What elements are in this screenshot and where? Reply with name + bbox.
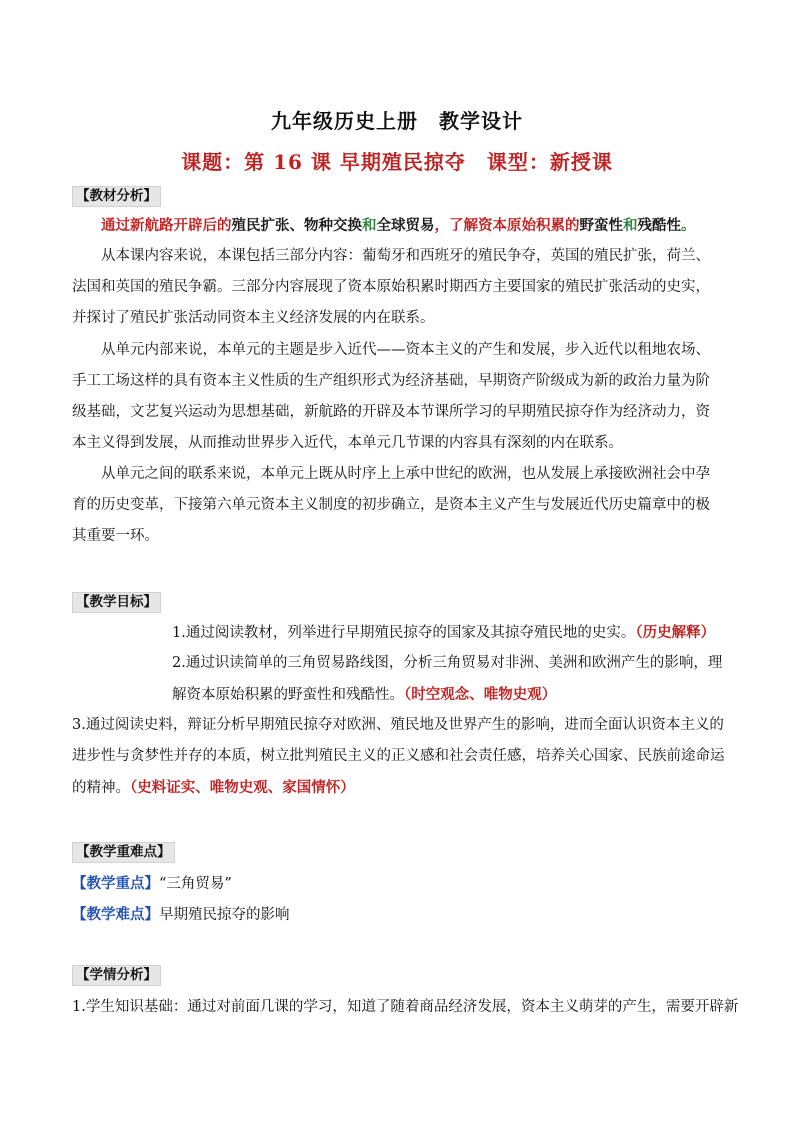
learner-item-1: 1.学生知识基础：通过对前面几课的学习，知道了随着商品经济发展，资本主义萌芽的产生，需要开辟新 [72,999,739,1015]
section-tag-keypoints: 【教学重难点】 [72,842,175,863]
teaching-difficulty [72,903,290,927]
section-tag-goals: 【教学目标】 [72,592,161,613]
highlight-part: 和 [623,217,638,234]
highlight-part: 。 [681,217,696,234]
goal-item-1 [172,617,732,649]
goal-note: （时空观念、唯物史观） [404,686,557,703]
goal-text: 2.通过识读简单的三角贸易路线图，分析三角贸易对非洲、美洲和欧洲产生的影响，理解资本原始积累的野蛮性和残酷性。 [172,655,723,703]
highlight-part: 全球贸易 [376,217,435,234]
goal-note: （历史解释） [635,624,716,641]
section-tag-learners: 【学情分析】 [72,965,161,986]
highlight-part: 殖民扩张、物种交换 [231,217,362,234]
analysis-paragraph-1: 从本课内容来说，本课包括三部分内容：葡萄牙和西班牙的殖民争夺，英国的殖民扩张，荷兰、法国和英国的殖民争霸。三部分内容展现了资本原始积累时期西方主要国家的殖民扩张活动的史实，并探讨了殖民扩张活动同资本主义经济发展的内在联系。 [72,248,710,326]
difficulty-label: 【教学难点】 [72,906,159,923]
analysis-highlight [101,214,696,235]
focus-value: “三角贸易” [159,876,232,892]
document-title: 九年级历史上册 教学设计 [271,109,523,133]
difficulty-value: 早期殖民掠夺的影响 [159,907,290,923]
highlight-part: 通过新航路开辟后的 [101,217,232,234]
goal-text: 3.通过阅读史料，辩证分析早期殖民掠夺对欧洲、殖民地及世界产生的影响，进而全面认识资本主义的进步性与贪梦性并存的本质，树立批判殖民主义的正义感和社会责任感，培养关心国家、民族前途命运的精神。 [72,717,725,796]
analysis-paragraph-2: 从单元内部来说，本单元的主题是步入近代——资本主义的产生和发展，步入近代以租地农场、手工工场这样的具有资本主义性质的生产组织形式为经济基础，早期资产阶级成为新的政治力量为阶级基础，文艺复兴运动为思想基础，新航路的开辟及本节课所学习的早期殖民掠夺作为经济动力，资本主义得到发展，从而推动世界步入近代，本单元几节课的内容具有深刻的内在联系。 [72,342,710,451]
highlight-part: ，了解资本原始积累的 [434,217,580,234]
goal-note: （史料证实、唯物史观、家国情怀） [130,779,355,796]
highlight-part: 残酷性 [637,217,681,234]
goal-text: 1.通过阅读教材，列举进行早期殖民掠夺的国家及其掠夺殖民地的史实。 [172,625,636,641]
section-tag-analysis: 【教材分析】 [72,186,161,207]
goal-item-2 [172,648,726,711]
highlight-part: 野蛮性 [579,217,623,234]
highlight-part: 和 [362,217,377,234]
analysis-paragraph-3: 从单元之间的联系来说，本单元上既从时序上上承中世纪的欧洲，也从发展上承接欧洲社会中孕育的历史变革，下接第六单元资本主义制度的初步确立，是资本主义产生与发展近代历史篇章中的极其重要一环。 [72,466,710,544]
teaching-focus [72,872,232,896]
goal-item-3 [72,710,726,804]
focus-label: 【教学重点】 [72,875,159,892]
lesson-subtitle: 课题：第 16 课 早期殖民掠夺 课型：新授课 [181,150,613,174]
